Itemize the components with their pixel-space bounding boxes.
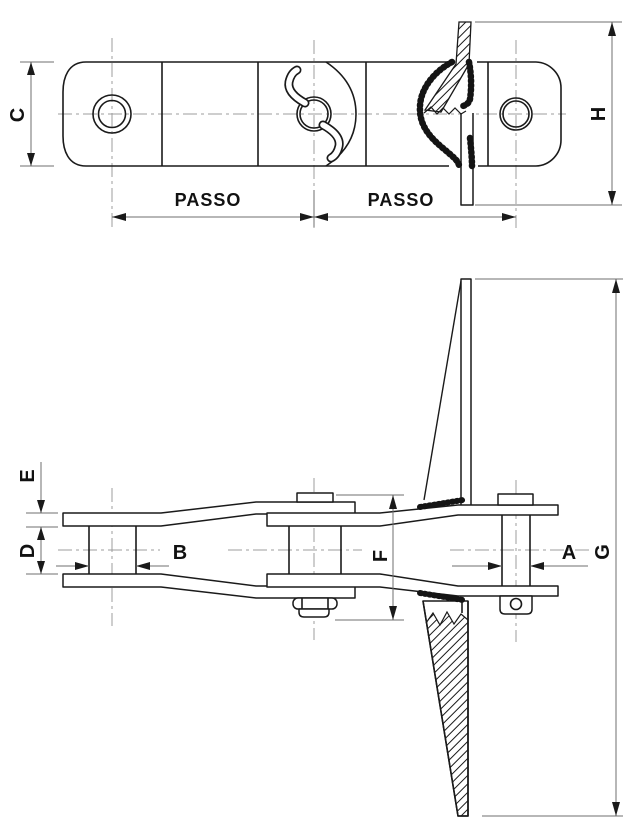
flight-edge-diagonal <box>424 281 461 500</box>
dim-label-b: B <box>172 542 188 564</box>
dimension-g <box>475 279 623 816</box>
dim-label-c: C <box>7 107 29 123</box>
dim-label-f: F <box>370 549 392 563</box>
flight-blade-lower-wedge <box>423 601 468 816</box>
side-view <box>17 279 623 816</box>
dimension-h <box>475 22 622 205</box>
dim-label-passo-right: PASSO <box>367 190 435 210</box>
dimension-passo <box>112 190 516 227</box>
dimension-c <box>7 62 54 166</box>
dim-label-a: A <box>561 542 577 564</box>
dim-label-e: E <box>17 469 39 483</box>
dim-label-g: G <box>592 544 614 560</box>
top-view <box>7 22 622 228</box>
dimension-d <box>17 527 58 574</box>
flight-blade-upper-side <box>461 279 471 506</box>
dim-label-h: H <box>588 106 610 122</box>
dim-label-d: D <box>17 543 39 559</box>
dimension-a <box>452 542 588 570</box>
dimension-e <box>17 462 58 527</box>
top-view-centerlines <box>58 38 566 228</box>
dim-label-passo-left: PASSO <box>174 190 242 210</box>
dimension-b <box>56 542 187 570</box>
